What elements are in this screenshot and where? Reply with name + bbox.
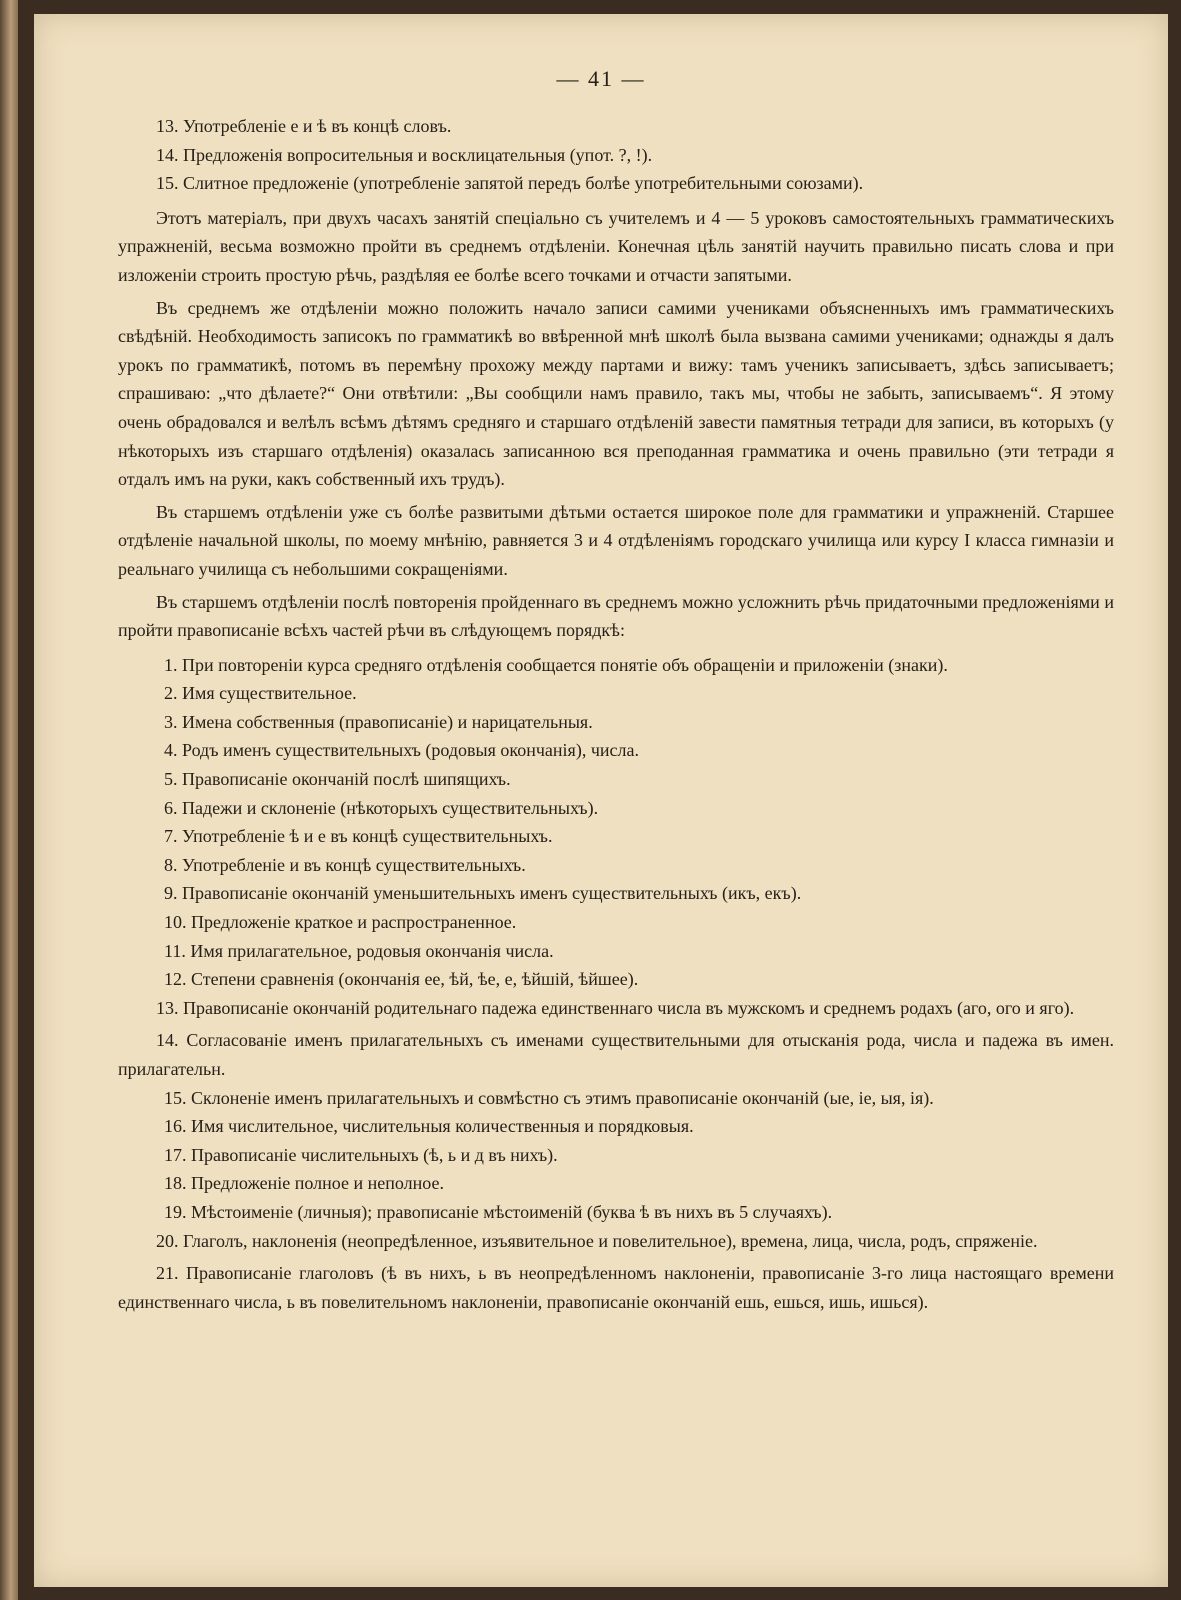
list-item: 7. Употребленіе ѣ и е въ концѣ существительныхъ. bbox=[164, 826, 553, 847]
list-item: 18. Предложеніе полное и неполное. bbox=[164, 1173, 444, 1194]
list-item: 17. Правописаніе числительныхъ (ѣ, ь и д въ нихъ). bbox=[164, 1144, 558, 1165]
page-number: — 41 — bbox=[556, 66, 646, 91]
list-item: 19. Мѣстоименіе (личныя); правописаніе мѣстоименій (буква ѣ въ нихъ въ 5 случаяхъ). bbox=[164, 1201, 833, 1222]
book-page bbox=[34, 14, 1168, 1587]
list-item: 16. Имя числительное, числительныя количественныя и порядковыя. bbox=[164, 1116, 694, 1137]
list-item: 13. Употребленіе е и ѣ въ концѣ словъ. bbox=[156, 116, 452, 136]
list-item: 11. Имя прилагательное, родовыя окончанія числа. bbox=[164, 940, 554, 961]
list-item: 8. Употребленіе и въ концѣ существительныхъ. bbox=[164, 854, 526, 875]
list-item: 12. Степени сравненія (окончанія ее, ѣй, ѣе, е, ѣйшій, ѣйшее). bbox=[164, 969, 639, 990]
list-item: 15. Склоненіе именъ прилагательныхъ и совмѣстно съ этимъ правописаніе окончаній (ые, іе, ыя, ія). bbox=[164, 1087, 934, 1108]
list-item: 21. Правописаніе глаголовъ (ѣ въ нихъ, ь въ неопредѣленномъ наклоненіи, правописаніе 3-го лица настоящаго времени единственнаго числа, ь въ повелительномъ наклоненіи, правописаніе окончаній ешь, ешься, ишь, ишься). bbox=[118, 1263, 1114, 1312]
list-item: 6. Падежи и склоненіе (нѣкоторыхъ существительныхъ). bbox=[164, 797, 599, 818]
list-item: 9. Правописаніе окончаній уменьшительныхъ именъ существительныхъ (икъ, екъ). bbox=[164, 883, 802, 904]
page-content bbox=[118, 112, 1114, 1316]
list-item: 4. Родъ именъ существительныхъ (родовыя окончанія), числа. bbox=[164, 740, 639, 761]
list-item: 5. Правописаніе окончаній послѣ шипящихъ. bbox=[164, 769, 511, 790]
list-item: 13. Правописаніе окончаній родительнаго падежа единственнаго числа въ мужскомъ и среднемъ родахъ (аго, ого и яго). bbox=[156, 997, 1075, 1018]
list-item: 15. Слитное предложеніе (употребленіе запятой передъ болѣе употребительными союзами). bbox=[156, 173, 864, 194]
list-item: 2. Имя существительное. bbox=[164, 683, 357, 704]
continued-list bbox=[118, 112, 1114, 198]
paragraph: Въ старшемъ отдѣленіи послѣ повторенія пройденнаго въ среднемъ можно усложнить рѣчь придаточными предложеніями и пройти правописаніе всѣхъ частей рѣчи въ слѣдующемъ порядкѣ: bbox=[118, 591, 1114, 641]
paragraph: Этотъ матеріалъ, при двухъ часахъ занятій спеціально съ учителемъ и 4 — 5 уроковъ самостоятельныхъ грамматическихъ упражненій, весьма возможно пройти въ среднемъ отдѣленіи. Конечная цѣль занятій научить правильно писать слова и при изложеніи строить простую рѣчь, раздѣляя ее болѣе всего точками и отчасти запятыми. bbox=[118, 207, 1114, 285]
list-item: 20. Глаголъ, наклоненія (неопредѣленное, изъявительное и повелительное), времена, лица, числа, родъ, спряженіе. bbox=[156, 1230, 1038, 1251]
paragraph: Въ среднемъ же отдѣленіи можно положить начало записи самими учениками объясненныхъ имъ грамматическихъ свѣдѣній. Необходимость записокъ по грамматикѣ во ввѣренной мнѣ школѣ была вызвана самими учениками; однажды я далъ урокъ по грамматикѣ, потомъ въ перемѣну прохожу между партами и вижу: тамъ ученикъ записываетъ, здѣсь записываетъ; спрашиваю: „что дѣлаете?“ Они отвѣтили: „Вы сообщили намъ правило, такъ мы, чтобы не забыть, записываемъ“. Я этому очень обрадовался и велѣлъ всѣмъ дѣтямъ средняго и старшаго отдѣленій завести памятныя тетради для записи, въ которыхъ (у нѣкоторыхъ изъ старшаго отдѣленія) оказалась записанною вся преподанная грамматика и очень правильно (эти тетради я отдалъ имъ на руки, какъ собственный ихъ трудъ). bbox=[118, 297, 1114, 490]
body-paragraphs bbox=[118, 204, 1114, 645]
grammar-topic-list bbox=[118, 651, 1114, 1317]
paragraph: Въ старшемъ отдѣленіи уже съ болѣе развитыми дѣтьми остается широкое поле для грамматики и упражненій. Старшее отдѣленіе начальной школы, по моему мнѣнію, равняется 3 и 4 отдѣленіямъ городскаго училища или курсу I класса гимназіи и реальнаго училища съ небольшими сокращеніями. bbox=[118, 501, 1114, 579]
list-item: 3. Имена собственныя (правописаніе) и нарицательныя. bbox=[164, 711, 593, 732]
list-item: 1. При повтореніи курса средняго отдѣленія сообщается понятіе объ обращеніи и приложеніи (знаки). bbox=[164, 654, 948, 675]
list-item: 10. Предложеніе краткое и распространенное. bbox=[164, 912, 517, 933]
list-item: 14. Согласованіе именъ прилагательныхъ съ именами существительными для отысканія рода, числа и падежа въ имен. прилагательн. bbox=[118, 1030, 1114, 1079]
book-spine-edge bbox=[0, 0, 18, 1600]
list-item: 14. Предложенія вопросительныя и восклицательныя (упот. ?, !). bbox=[156, 144, 653, 165]
